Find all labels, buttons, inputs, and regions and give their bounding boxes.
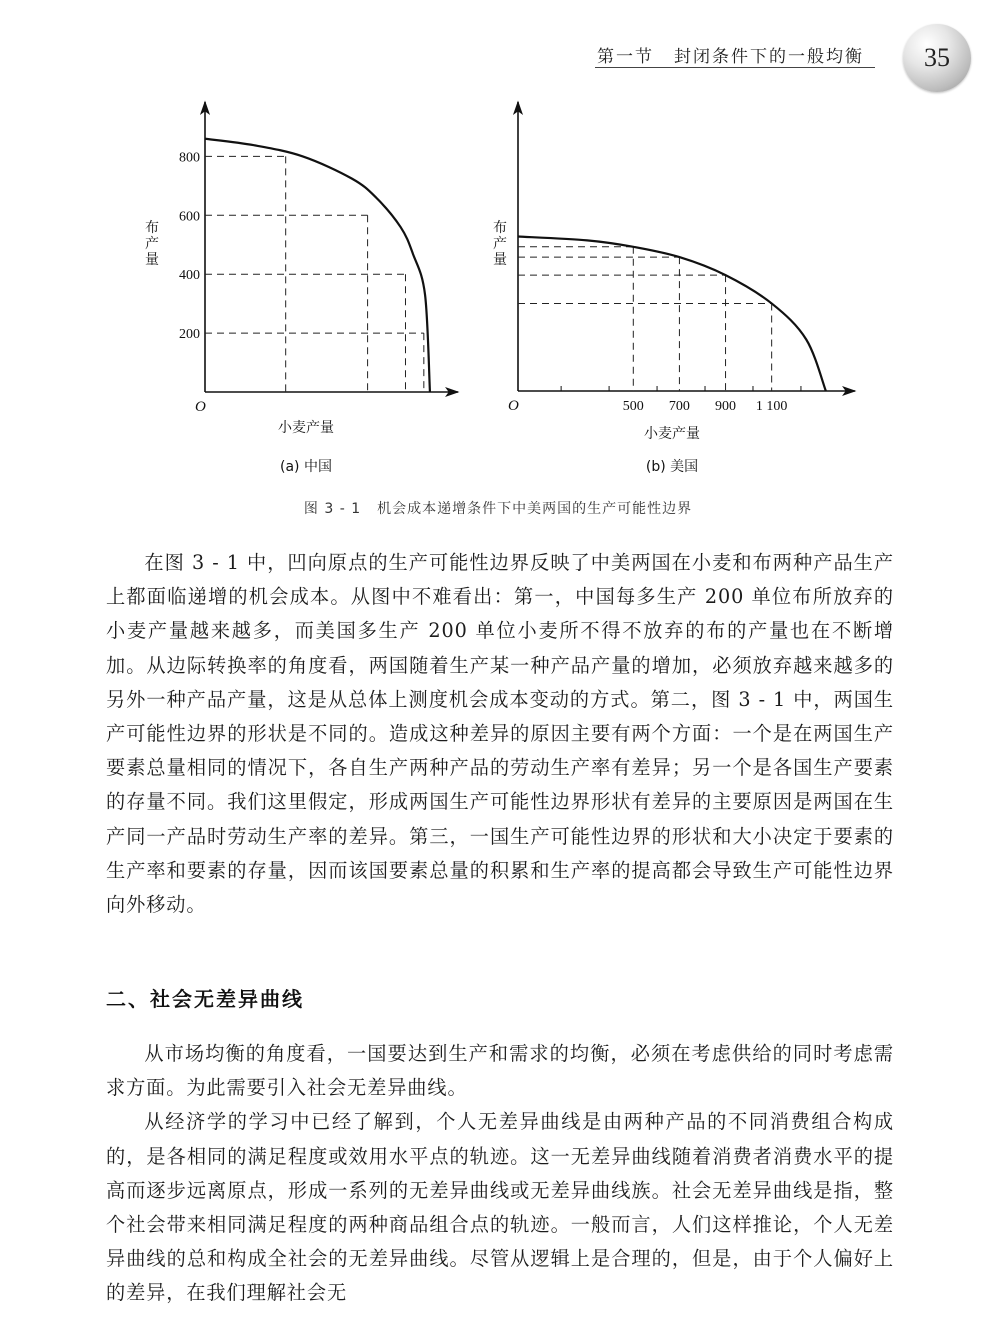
y-tick-label: 600 [179, 209, 200, 225]
y-axis-label: 量 [145, 252, 159, 268]
panel-label: (b) 美国 [645, 459, 699, 475]
y-axis-label: 量 [493, 252, 507, 268]
section-heading: 二、社会无差异曲线 [106, 987, 304, 1011]
paragraph-3: 从经济学的学习中已经了解到，个人无差异曲线是由两种产品的不同消费组合构成的，是各相同的满足程度或效用水平点的轨迹。这一无差异曲线随着消费者消费水平的提高而逐步远离原点，形成一系列的无差异曲线或无差异曲线族。社会无差异曲线是指，整个社会带来相同满足程度的两种商品组合点的轨迹。一般而言，人们这样推论，个人无差异曲线的总和构成全社会的无差异曲线。尽管从逻辑上是合理的，但是，由于个人偏好上的差异，在我们理解社会无 [106, 1110, 894, 1305]
caption-text: 机会成本递增条件下中美两国的生产可能性边界 [377, 501, 693, 517]
origin-label: O [195, 399, 206, 415]
origin-label: O [508, 398, 519, 414]
x-tick-label: 500 [622, 399, 644, 414]
y-axis-label: 布 [493, 220, 507, 236]
page-number: 35 [924, 43, 950, 72]
x-tick-label: 1 100 [755, 399, 788, 414]
header-chapter-title: 封闭条件下的一般均衡 [674, 47, 864, 67]
body-section-1 [106, 546, 894, 922]
y-tick-label: 800 [179, 150, 200, 166]
caption-number: 图 3 - 1 [303, 501, 362, 517]
y-axis-label: 布 [145, 220, 159, 236]
paragraph-2: 从市场均衡的角度看，一国要达到生产和需求的均衡，必须在考虑供给的同时考虑需求方面。为此需要引入社会无差异曲线。 [106, 1042, 894, 1100]
body-section-2 [106, 1037, 894, 1311]
x-axis-label: 小麦产量 [278, 420, 334, 436]
y-tick-label: 400 [179, 268, 200, 284]
x-axis-label: 小麦产量 [644, 426, 700, 442]
ppf-curve [518, 237, 826, 392]
panel-label: (a) 中国 [280, 459, 332, 475]
y-axis-label: 产 [145, 236, 159, 252]
figure-3-1 [0, 0, 996, 490]
ppf-curve [205, 139, 430, 392]
x-tick-label: 900 [715, 399, 737, 414]
header-section: 第一节 [597, 47, 654, 67]
y-tick-label: 200 [179, 327, 200, 343]
figure-caption [0, 498, 996, 518]
y-axis-label: 产 [493, 236, 507, 252]
chart-usa [493, 102, 855, 475]
x-tick-label: 700 [668, 399, 690, 414]
paragraph-1: 在图 3 - 1 中，凹向原点的生产可能性边界反映了中美两国在小麦和布两种产品生产上都面临递增的机会成本。从图中不难看出：第一，中国每多生产 200 单位布所放弃的小麦产量越来越多，而美国多生产 200 单位小麦所不得不放弃的布的产量也在不断增加。从边际转换率的角度看，两国随着生产某一种产品产量的增加，必须放弃越来越多的另外一种产品产量，这是从总体上测度机会成本变动的方式。第二，图 3 - 1 中，两国生产可能性边界的形状是不同的。造成这种差异的原因主要有两个方面：一个是在两国生产要素总量相同的情况下，各自生产两种产品的劳动生产率有差异；另一个是各国生产要素的存量不同。我们这里假定，形成两国生产可能性边界形状有差异的主要原因是两国在生产同一产品时劳动生产率的差异。第三，一国生产可能性边界的形状和大小决定于要素的生产率和要素的存量，因而该国要素总量的积累和生产率的提高都会导致生产可能性边界向外移动。 [106, 551, 894, 917]
chart-china [145, 102, 458, 475]
